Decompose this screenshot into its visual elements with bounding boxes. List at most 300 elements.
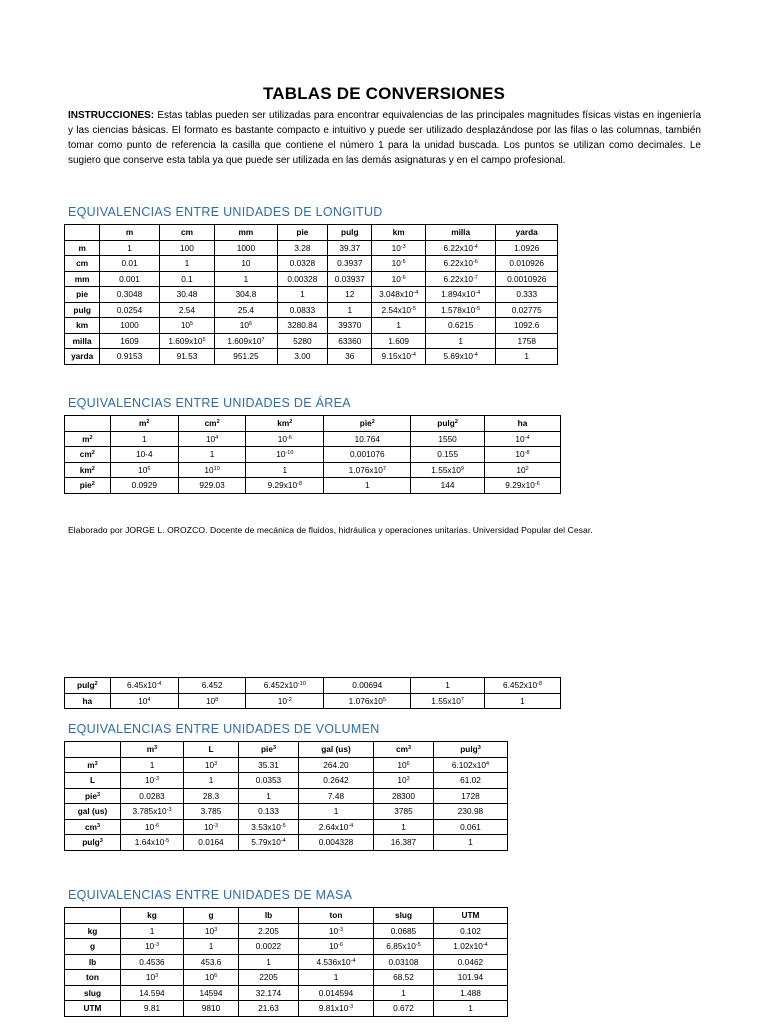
table-cell: 0.0010926 bbox=[496, 271, 558, 287]
column-header bbox=[65, 416, 111, 432]
exponent: -4 bbox=[472, 352, 478, 359]
row-header: pie$^3$ bbox=[65, 788, 121, 804]
exponent: 6 bbox=[214, 973, 218, 980]
column-header: mm bbox=[215, 225, 278, 241]
table-cell: 0.102 bbox=[434, 923, 508, 939]
column-header: $m^3$ bbox=[121, 742, 184, 758]
table-cell: 1758 bbox=[496, 333, 558, 349]
table-cell: 6.452 bbox=[178, 678, 245, 694]
table-header-row bbox=[65, 225, 558, 241]
table-cell: 1 bbox=[239, 954, 299, 970]
row-header: yarda bbox=[65, 349, 100, 365]
table-cell: 1000 bbox=[215, 240, 278, 256]
table-row bbox=[65, 349, 558, 365]
table-cell: 0.155 bbox=[411, 447, 485, 463]
table-row bbox=[65, 804, 508, 820]
volumen-heading: EQUIVALENCIAS ENTRE UNIDADES DE VOLUMEN bbox=[68, 722, 380, 736]
column-header: $km^2$ bbox=[246, 416, 324, 432]
table-cell: 1609 bbox=[100, 333, 159, 349]
row-header: UTM bbox=[65, 1001, 121, 1017]
table-cell: 1 bbox=[239, 788, 299, 804]
table-row bbox=[65, 693, 561, 709]
table-cell: $6.45x10^{-4}$ bbox=[110, 678, 178, 694]
table-cell: $1.609x10^5$ bbox=[159, 333, 214, 349]
table-cell: 1 bbox=[434, 1001, 508, 1017]
table-row bbox=[65, 287, 558, 303]
table-row bbox=[65, 431, 561, 447]
table-cell: 0.004328 bbox=[299, 835, 374, 851]
masa-table bbox=[64, 907, 508, 1017]
table-cell: 453.6 bbox=[184, 954, 239, 970]
table-cell: 1 bbox=[184, 939, 239, 955]
table-row bbox=[65, 835, 508, 851]
table-cell: 2205 bbox=[239, 970, 299, 986]
table-cell: 12 bbox=[328, 287, 372, 303]
table-cell: 32.174 bbox=[239, 985, 299, 1001]
column-header: milla bbox=[425, 225, 496, 241]
row-header: pie$^2$ bbox=[65, 478, 111, 494]
table-cell: $3.53x10^{-5}$ bbox=[239, 819, 299, 835]
row-header: kg bbox=[65, 923, 121, 939]
table-cell: 0.2642 bbox=[299, 773, 374, 789]
table-cell: 3280.84 bbox=[277, 318, 327, 334]
table-cell: 1 bbox=[484, 693, 560, 709]
table-cell: 1 bbox=[246, 462, 324, 478]
exponent: 2 bbox=[94, 681, 98, 688]
exponent: -6 bbox=[286, 434, 292, 441]
table-cell: 0.001076 bbox=[324, 447, 411, 463]
table-cell: 1 bbox=[496, 349, 558, 365]
table-cell: 63360 bbox=[328, 333, 372, 349]
exponent: -4 bbox=[410, 352, 416, 359]
table-cell: 3785 bbox=[374, 804, 434, 820]
table-cell: $1.076x10^7$ bbox=[324, 462, 411, 478]
row-header: mm bbox=[65, 271, 100, 287]
exponent: -5 bbox=[280, 822, 286, 829]
row-header: km bbox=[65, 318, 100, 334]
table-cell: 39.37 bbox=[328, 240, 372, 256]
table-cell: 1092.6 bbox=[496, 318, 558, 334]
column-header: cm bbox=[159, 225, 214, 241]
table-cell: $10^6$ bbox=[110, 462, 178, 478]
table-cell: $6.22x10^{-7}$ bbox=[425, 271, 496, 287]
table-cell: 1000 bbox=[100, 318, 159, 334]
column-header: $cm^3$ bbox=[374, 742, 434, 758]
column-header: km bbox=[372, 225, 425, 241]
table-cell: $10^3$ bbox=[184, 923, 239, 939]
exponent: -4 bbox=[413, 290, 419, 297]
table-row bbox=[65, 970, 508, 986]
row-header: g bbox=[65, 939, 121, 955]
row-header: lb bbox=[65, 954, 121, 970]
table-row bbox=[65, 773, 508, 789]
exponent: -5 bbox=[410, 305, 416, 312]
row-header: $km^2$ bbox=[65, 462, 111, 478]
table-cell: 0.010926 bbox=[496, 256, 558, 272]
table-cell: 1 bbox=[178, 447, 245, 463]
exponent: -3 bbox=[348, 1004, 354, 1011]
table-cell: 1 bbox=[374, 985, 434, 1001]
table-cell: 36 bbox=[328, 349, 372, 365]
table-cell: 3.28 bbox=[277, 240, 327, 256]
table-cell: 1550 bbox=[411, 431, 485, 447]
table-cell: 0.1 bbox=[159, 271, 214, 287]
table-cell: $10^2$ bbox=[484, 462, 560, 478]
table-cell: $6.85x10^{-5}$ bbox=[374, 939, 434, 955]
exponent: -3 bbox=[338, 926, 344, 933]
exponent: -6 bbox=[154, 822, 160, 829]
exponent: -7 bbox=[472, 274, 478, 281]
table-cell: $10^{-4}$ bbox=[484, 431, 560, 447]
table-cell: 0.0929 bbox=[110, 478, 178, 494]
exponent: 4 bbox=[215, 434, 219, 441]
table-cell: 0.0022 bbox=[239, 939, 299, 955]
page-title: TABLAS DE CONVERSIONES bbox=[262, 84, 506, 103]
table-cell: $10^6$ bbox=[374, 757, 434, 773]
table-cell: 0.4536 bbox=[121, 954, 184, 970]
table-cell: 0.0685 bbox=[374, 923, 434, 939]
table-cell: 1.609 bbox=[372, 333, 425, 349]
table-cell: 0.0328 bbox=[277, 256, 327, 272]
table-cell: 0.014594 bbox=[299, 985, 374, 1001]
table-cell: $10^4$ bbox=[178, 431, 245, 447]
exponent: -4 bbox=[475, 290, 481, 297]
volumen-table bbox=[64, 741, 508, 851]
table-cell: 28300 bbox=[374, 788, 434, 804]
table-cell: 10-4 bbox=[110, 447, 178, 463]
table-cell: $10^{-10}$ bbox=[246, 447, 324, 463]
table-cell: $10^{-6}$ bbox=[372, 271, 425, 287]
table-cell: 1 bbox=[425, 333, 496, 349]
table-cell: 0.6215 bbox=[425, 318, 496, 334]
table-cell: $9.29x10^{-6}$ bbox=[484, 478, 560, 494]
row-header: $cm^2$ bbox=[65, 447, 111, 463]
column-header: ton bbox=[299, 908, 374, 924]
table-cell: $4.536x10^{-4}$ bbox=[299, 954, 374, 970]
table-cell: $10^{-3}$ bbox=[121, 939, 184, 955]
exponent: 5 bbox=[202, 336, 206, 343]
table-cell: $10^{-3}$ bbox=[121, 773, 184, 789]
column-header: m bbox=[100, 225, 159, 241]
table-cell: $1.578x10^{-5}$ bbox=[425, 302, 496, 318]
table-cell: 304.8 bbox=[215, 287, 278, 303]
table-cell: $1.02x10^{-4}$ bbox=[434, 939, 508, 955]
table-cell: $10^{-6}$ bbox=[246, 431, 324, 447]
table-cell: 14.594 bbox=[121, 985, 184, 1001]
table-row bbox=[65, 478, 561, 494]
exponent: -3 bbox=[213, 822, 219, 829]
table-cell: $10^3$ bbox=[121, 970, 184, 986]
table-cell: 230.98 bbox=[434, 804, 508, 820]
exponent: -3 bbox=[154, 776, 160, 783]
exponent: -6 bbox=[338, 942, 344, 949]
exponent: -4 bbox=[280, 838, 286, 845]
table-cell: 144 bbox=[411, 478, 485, 494]
area-table-continued bbox=[64, 677, 561, 709]
column-header: UTM bbox=[434, 908, 508, 924]
table-cell: 1728 bbox=[434, 788, 508, 804]
table-cell: 68.52 bbox=[374, 970, 434, 986]
table-cell: $1.55x10^9$ bbox=[411, 462, 485, 478]
table-cell: 1 bbox=[328, 302, 372, 318]
table-cell: 9810 bbox=[184, 1001, 239, 1017]
table-cell: $10^{-3}$ bbox=[372, 240, 425, 256]
table-cell: $2.54x10^{-5}$ bbox=[372, 302, 425, 318]
longitud-heading: EQUIVALENCIAS ENTRE UNIDADES DE LONGITUD bbox=[68, 205, 383, 219]
exponent: 7 bbox=[460, 696, 464, 703]
exponent: -6 bbox=[534, 481, 540, 488]
table-cell: 0.01 bbox=[100, 256, 159, 272]
table-cell: $10^3$ bbox=[374, 773, 434, 789]
table-cell: $6.22x10^{-4}$ bbox=[425, 240, 496, 256]
table-cell: 0.3048 bbox=[100, 287, 159, 303]
exponent: 6 bbox=[249, 321, 253, 328]
table-cell: 2.205 bbox=[239, 923, 299, 939]
exponent: 10 bbox=[213, 465, 220, 472]
table-cell: 0.0283 bbox=[121, 788, 184, 804]
table-cell: $10^{-8}$ bbox=[484, 447, 560, 463]
table-cell: 929.03 bbox=[178, 478, 245, 494]
instructions-paragraph bbox=[68, 108, 701, 168]
table-cell: 5280 bbox=[277, 333, 327, 349]
table-row bbox=[65, 678, 561, 694]
exponent: 2 bbox=[216, 419, 220, 426]
table-cell: $6.22x10^{-6}$ bbox=[425, 256, 496, 272]
instructions-body: Estas tablas pueden ser utilizadas para encontrar equivalencias de las principales magnitudes físicas vistas en ingeniería y las ciencias básicas. El formato es bastante compacto e intuitivo y puede ser utilizado desplazándose por las filas o las columnas, también tomar como punto de referencia la casilla que contiene el número 1 para la unidad buscada. Los puntos se utilizan como decimales. Le sugiero que conserve esta tabla ya que puede ser utilizada en las demás asignaturas y en el campo profesional. bbox=[68, 110, 702, 166]
exponent: 8 bbox=[215, 696, 219, 703]
table-row bbox=[65, 256, 558, 272]
column-header: kg bbox=[121, 908, 184, 924]
exponent: -4 bbox=[156, 681, 162, 688]
column-header bbox=[65, 225, 100, 241]
exponent: 6 bbox=[406, 760, 410, 767]
table-cell: $3.785x10^{-3}$ bbox=[121, 804, 184, 820]
column-header: pie bbox=[277, 225, 327, 241]
exponent: 3 bbox=[407, 745, 412, 752]
table-cell: 10 bbox=[215, 256, 278, 272]
table-cell: $1.894x10^{-4}$ bbox=[425, 287, 496, 303]
row-header: $m^2$ bbox=[65, 431, 111, 447]
table-row bbox=[65, 302, 558, 318]
exponent: 3 bbox=[99, 838, 103, 845]
exponent: 3 bbox=[214, 926, 218, 933]
row-header: $m^3$ bbox=[65, 757, 121, 773]
table-cell: 9.81 bbox=[121, 1001, 184, 1017]
exponent: 2 bbox=[289, 419, 293, 426]
table-cell: $10^{-6}$ bbox=[299, 939, 374, 955]
table-cell: 0.0833 bbox=[277, 302, 327, 318]
table-cell: 1 bbox=[324, 478, 411, 494]
table-cell: $10^6$ bbox=[184, 970, 239, 986]
exponent: 7 bbox=[261, 336, 265, 343]
column-header: pie$^3$ bbox=[239, 742, 299, 758]
table-cell: 16.387 bbox=[374, 835, 434, 851]
table-cell: 91.53 bbox=[159, 349, 214, 365]
table-cell: 1 bbox=[121, 757, 184, 773]
table-row bbox=[65, 954, 508, 970]
exponent: -3 bbox=[400, 243, 406, 250]
exponent: 2 bbox=[91, 450, 95, 457]
table-cell: 0.9153 bbox=[100, 349, 159, 365]
table-cell: 1 bbox=[100, 240, 159, 256]
table-cell: 1 bbox=[110, 431, 178, 447]
exponent: -6 bbox=[472, 259, 478, 266]
table-cell: $10^{-2}$ bbox=[246, 693, 324, 709]
exponent: -8 bbox=[537, 681, 542, 688]
table-cell: $1.55x10^7$ bbox=[411, 693, 485, 709]
table-cell: $1.64x10^{-5}$ bbox=[121, 835, 184, 851]
exponent: 2 bbox=[91, 465, 95, 472]
column-header: slug bbox=[374, 908, 434, 924]
table-cell: $10^6$ bbox=[215, 318, 278, 334]
table-cell: 264.20 bbox=[299, 757, 374, 773]
exponent: 3 bbox=[272, 745, 277, 752]
table-cell: 1 bbox=[374, 819, 434, 835]
table-cell: $9.29x10^{-8}$ bbox=[246, 478, 324, 494]
row-header: ha bbox=[65, 693, 111, 709]
column-header: $m^2$ bbox=[110, 416, 178, 432]
exponent: 2 bbox=[525, 465, 529, 472]
table-header-row bbox=[65, 908, 508, 924]
row-header: pie bbox=[65, 287, 100, 303]
table-cell: $5.79x10^{-4}$ bbox=[239, 835, 299, 851]
table-cell: $6.102x10^4$ bbox=[434, 757, 508, 773]
table-cell: $1.076x10^5$ bbox=[324, 693, 411, 709]
table-cell: 0.0462 bbox=[434, 954, 508, 970]
table-cell: $10^4$ bbox=[110, 693, 178, 709]
table-cell: 0.03108 bbox=[374, 954, 434, 970]
exponent: -8 bbox=[524, 450, 530, 457]
exponent: 3 bbox=[406, 776, 410, 783]
exponent: -10 bbox=[285, 450, 294, 457]
area-heading: EQUIVALENCIAS ENTRE UNIDADES DE ÁREA bbox=[68, 396, 351, 410]
exponent: -2 bbox=[286, 696, 292, 703]
column-header: lb bbox=[239, 908, 299, 924]
table-header-row bbox=[65, 416, 561, 432]
exponent: -10 bbox=[297, 681, 306, 688]
row-header: pulg bbox=[65, 302, 100, 318]
table-cell: 0.03937 bbox=[328, 271, 372, 287]
table-cell: $10^{10}$ bbox=[178, 462, 245, 478]
exponent: -8 bbox=[297, 481, 303, 488]
table-cell: 39370 bbox=[328, 318, 372, 334]
table-cell: $6.452x10^{-8}$ bbox=[484, 678, 560, 694]
table-row bbox=[65, 788, 508, 804]
row-header: $cm^3$ bbox=[65, 819, 121, 835]
masa-heading: EQUIVALENCIAS ENTRE UNIDADES DE MASA bbox=[68, 888, 353, 902]
exponent: 2 bbox=[89, 434, 93, 441]
table-cell: $10^{-3}$ bbox=[299, 923, 374, 939]
exponent: -5 bbox=[164, 838, 170, 845]
table-cell: 1 bbox=[434, 835, 508, 851]
table-cell: 0.133 bbox=[239, 804, 299, 820]
table-cell: $3.048x10^{-4}$ bbox=[372, 287, 425, 303]
table-cell: 7.48 bbox=[299, 788, 374, 804]
row-header: cm bbox=[65, 256, 100, 272]
exponent: 3 bbox=[214, 760, 218, 767]
column-header: $cm^2$ bbox=[178, 416, 245, 432]
exponent: 7 bbox=[382, 465, 386, 472]
table-cell: 25.4 bbox=[215, 302, 278, 318]
table-cell: 951.25 bbox=[215, 349, 278, 365]
table-cell: 101.94 bbox=[434, 970, 508, 986]
exponent: 2 bbox=[91, 481, 95, 488]
table-row bbox=[65, 819, 508, 835]
row-header: m bbox=[65, 240, 100, 256]
table-cell: 35.31 bbox=[239, 757, 299, 773]
table-row bbox=[65, 985, 508, 1001]
table-cell: 3.00 bbox=[277, 349, 327, 365]
exponent: -4 bbox=[350, 957, 356, 964]
table-cell: 1 bbox=[299, 804, 374, 820]
row-header: L bbox=[65, 773, 121, 789]
column-header: pulg bbox=[328, 225, 372, 241]
table-cell: 0.00694 bbox=[324, 678, 411, 694]
exponent: 4 bbox=[486, 760, 490, 767]
table-cell: $10^5$ bbox=[159, 318, 214, 334]
column-header: pulg$^3$ bbox=[434, 742, 508, 758]
table-cell: $5.69x10^{-4}$ bbox=[425, 349, 496, 365]
exponent: 3 bbox=[96, 791, 101, 798]
exponent: 3 bbox=[155, 973, 159, 980]
table-row bbox=[65, 333, 558, 349]
exponent: -6 bbox=[400, 274, 406, 281]
exponent: -5 bbox=[475, 305, 481, 312]
exponent: 3 bbox=[154, 745, 158, 752]
exponent: -4 bbox=[348, 822, 354, 829]
exponent: 3 bbox=[94, 760, 98, 767]
table-cell: 10.764 bbox=[324, 431, 411, 447]
table-cell: 0.333 bbox=[496, 287, 558, 303]
table-cell: $6.452x10^{-10}$ bbox=[246, 678, 324, 694]
exponent: 2 bbox=[454, 419, 458, 426]
row-header: gal (us) bbox=[65, 804, 121, 820]
table-cell: 0.02775 bbox=[496, 302, 558, 318]
column-header bbox=[65, 742, 121, 758]
table-cell: 0.3937 bbox=[328, 256, 372, 272]
area-table bbox=[64, 415, 561, 494]
column-header: L bbox=[184, 742, 239, 758]
table-row bbox=[65, 757, 508, 773]
table-cell: 21.63 bbox=[239, 1001, 299, 1017]
exponent: -5 bbox=[400, 259, 406, 266]
column-header bbox=[65, 908, 121, 924]
column-header: yarda bbox=[496, 225, 558, 241]
exponent: -4 bbox=[524, 434, 530, 441]
row-header: pulg$^3$ bbox=[65, 835, 121, 851]
row-header: milla bbox=[65, 333, 100, 349]
exponent: 3 bbox=[96, 822, 101, 829]
table-cell: $10^{-3}$ bbox=[184, 819, 239, 835]
table-cell: 14594 bbox=[184, 985, 239, 1001]
exponent: -4 bbox=[482, 942, 488, 949]
table-cell: 1 bbox=[159, 256, 214, 272]
table-cell: 1.0926 bbox=[496, 240, 558, 256]
row-header: ton bbox=[65, 970, 121, 986]
table-cell: $2.64x10^{-4}$ bbox=[299, 819, 374, 835]
table-cell: 1 bbox=[121, 923, 184, 939]
exponent: -4 bbox=[472, 243, 478, 250]
table-cell: $9.15x10^{-4}$ bbox=[372, 349, 425, 365]
table-row bbox=[65, 271, 558, 287]
table-row bbox=[65, 1001, 508, 1017]
table-cell: 28.3 bbox=[184, 788, 239, 804]
exponent: -3 bbox=[154, 942, 160, 949]
table-cell: $10^3$ bbox=[184, 757, 239, 773]
column-header: ha bbox=[484, 416, 560, 432]
table-cell: 1 bbox=[184, 773, 239, 789]
table-cell: 1.488 bbox=[434, 985, 508, 1001]
